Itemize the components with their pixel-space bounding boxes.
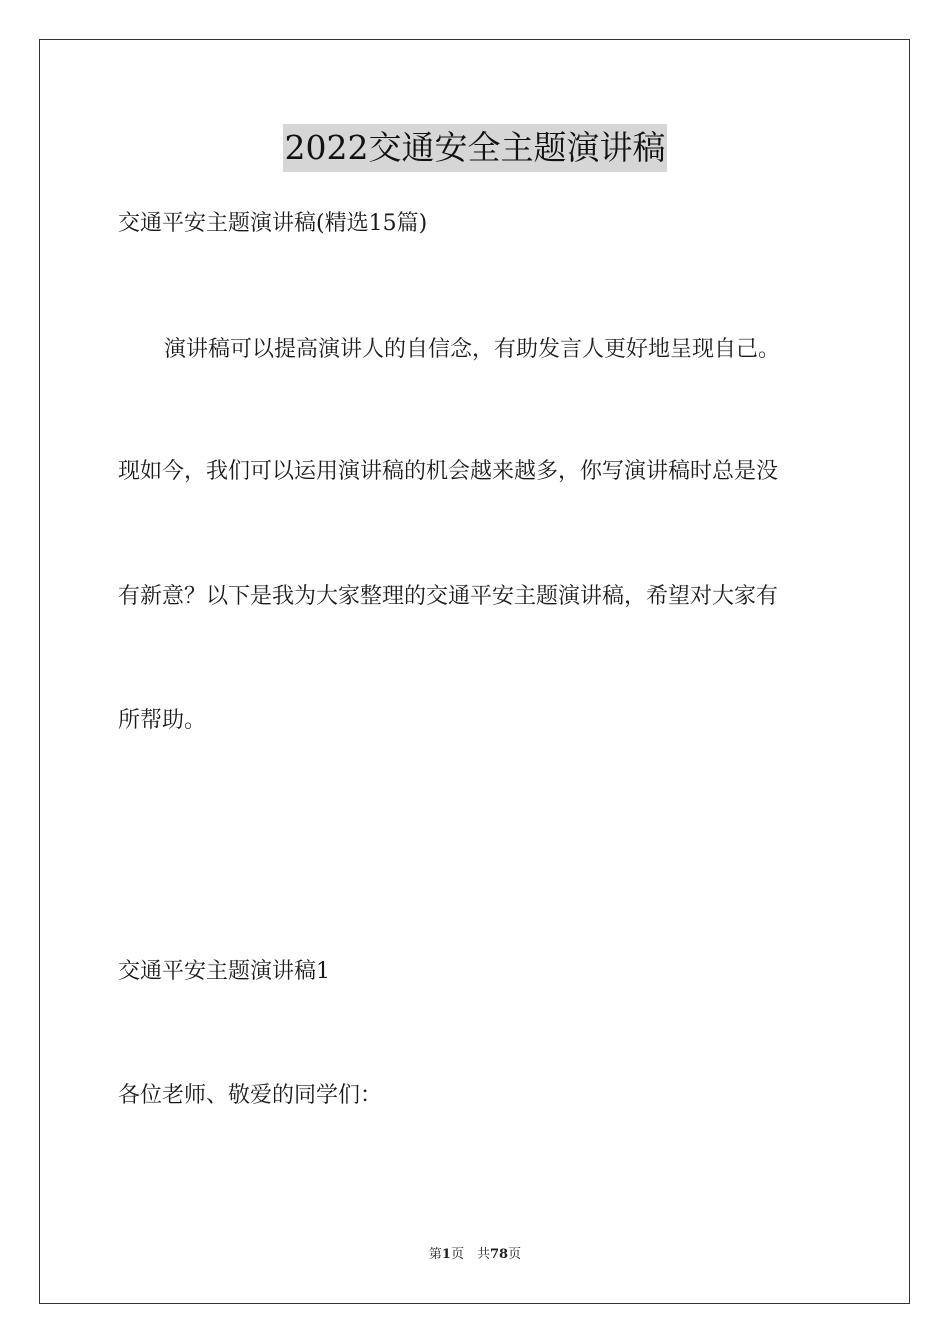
document-title: 2022交通安全主题演讲稿 [283,124,668,172]
page-footer [0,1246,950,1264]
paragraph-line-1: 演讲稿可以提高演讲人的自信念，有助发言人更好地呈现自己。 [164,337,781,362]
footer-page-number: 1 [441,1247,451,1262]
title-container [0,124,950,172]
salutation: 各位老师、敬爱的同学们： [118,1083,383,1108]
paragraph-line-3: 有新意？以下是我为大家整理的交通平安主题演讲稿，希望对大家有 [118,584,779,609]
footer-suffix: 页 [508,1247,522,1262]
paragraph-line-4: 所帮助。 [118,708,207,733]
paragraph-line-2: 现如今，我们可以运用演讲稿的机会越来越多，你写演讲稿时总是没 [118,459,779,484]
footer-total-pages: 78 [489,1247,509,1262]
footer-mid: 页 共 [450,1247,490,1262]
section-heading: 交通平安主题演讲稿1 [118,959,330,984]
footer-prefix: 第 [428,1247,442,1262]
document-subtitle: 交通平安主题演讲稿(精选15篇) [118,211,428,236]
